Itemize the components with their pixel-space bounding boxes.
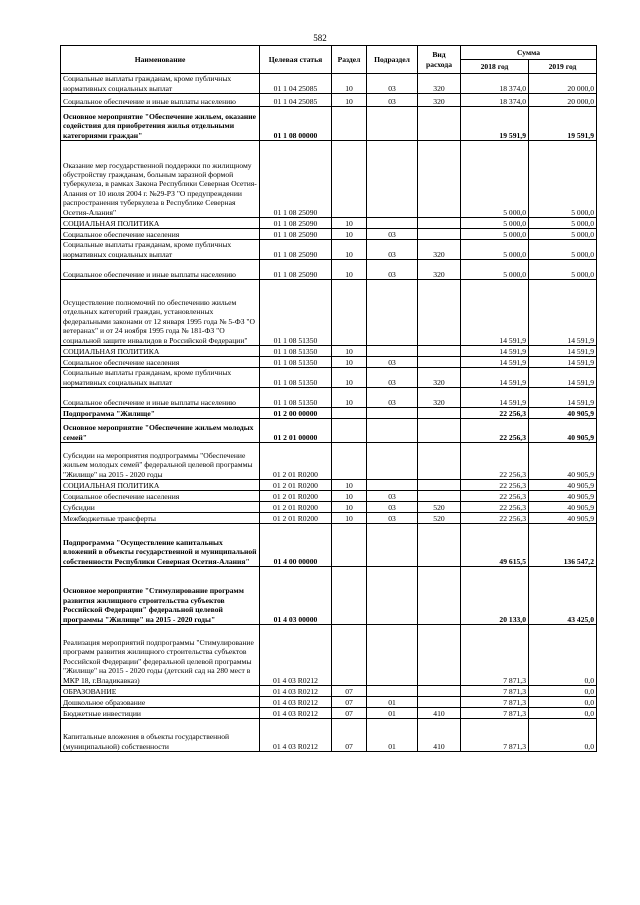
cell-2018: 22 256,3 [461, 419, 529, 443]
cell-subsection: 03 [367, 368, 418, 388]
cell-section [332, 141, 367, 218]
cell-name: Социальное обеспечение и иные выплаты населению [61, 388, 260, 408]
cell-section: 10 [332, 74, 367, 94]
table-row [61, 74, 597, 94]
cell-2018: 7 871,3 [461, 625, 529, 686]
cell-subsection [367, 443, 418, 480]
cell-name: Социальные выплаты гражданам, кроме публичных нормативных социальных выплат [61, 240, 260, 260]
cell-article: 01 4 03 R0212 [260, 686, 332, 697]
cell-expense-type: 320 [418, 388, 461, 408]
cell-name: Бюджетные инвестиции [61, 708, 260, 719]
cell-article: 01 1 08 51350 [260, 357, 332, 368]
header-2018: 2018 год [461, 60, 529, 74]
cell-expense-type [418, 141, 461, 218]
cell-section: 10 [332, 229, 367, 240]
header-sum: Сумма [461, 46, 597, 60]
cell-name: Социальные выплаты гражданам, кроме публичных нормативных социальных выплат [61, 368, 260, 388]
header-name: Наименование [61, 46, 260, 74]
cell-expense-type: 520 [418, 513, 461, 524]
cell-section: 10 [332, 218, 367, 229]
table-row [61, 524, 597, 567]
table-row [61, 240, 597, 260]
cell-expense-type [418, 107, 461, 141]
table-row [61, 491, 597, 502]
cell-article: 01 1 08 51350 [260, 346, 332, 357]
table-row [61, 260, 597, 280]
cell-section: 10 [332, 491, 367, 502]
cell-2019: 0,0 [529, 686, 597, 697]
cell-2018: 18 374,0 [461, 94, 529, 107]
table-row [61, 719, 597, 752]
cell-article: 01 4 03 R0212 [260, 625, 332, 686]
cell-section [332, 567, 367, 625]
cell-subsection: 01 [367, 719, 418, 752]
cell-article: 01 4 03 00000 [260, 567, 332, 625]
cell-2018: 14 591,9 [461, 388, 529, 408]
cell-2018: 5 000,0 [461, 218, 529, 229]
table-row [61, 513, 597, 524]
cell-2019: 43 425,0 [529, 567, 597, 625]
cell-expense-type: 320 [418, 368, 461, 388]
cell-2019: 5 000,0 [529, 240, 597, 260]
cell-2018: 22 256,3 [461, 408, 529, 419]
cell-subsection [367, 567, 418, 625]
cell-expense-type [418, 229, 461, 240]
table-row [61, 94, 597, 107]
cell-2018: 14 591,9 [461, 368, 529, 388]
cell-article: 01 2 01 00000 [260, 419, 332, 443]
cell-subsection [367, 524, 418, 567]
cell-2019: 5 000,0 [529, 229, 597, 240]
cell-2019: 5 000,0 [529, 260, 597, 280]
header-article: Целевая статья [260, 46, 332, 74]
cell-2018: 20 133,0 [461, 567, 529, 625]
cell-2018: 5 000,0 [461, 229, 529, 240]
cell-expense-type [418, 625, 461, 686]
cell-expense-type [418, 697, 461, 708]
cell-name: Реализация мероприятий подпрограммы "Стимулирование программ развития жилищного строительства субъектов Российской Федерации" федеральной целевой программы "Жилище" на 2015 - 2020 годы (детский сад на 280 мест в МКР 18, г.Владикавказ) [61, 625, 260, 686]
cell-subsection: 03 [367, 502, 418, 513]
cell-subsection: 03 [367, 74, 418, 94]
cell-name: Основное мероприятие "Стимулирование программ развития жилищного строительства субъектов Российской Федерации" федеральной целевой программы "Жилище" на 2015 - 2020 годы" [61, 567, 260, 625]
cell-2019: 0,0 [529, 719, 597, 752]
cell-name: Социальное обеспечение населения [61, 491, 260, 502]
cell-name: Социальное обеспечение населения [61, 229, 260, 240]
cell-name: Капитальные вложения в объекты государственной (муниципальной) собственности [61, 719, 260, 752]
table-row [61, 346, 597, 357]
cell-section [332, 280, 367, 346]
cell-expense-type: 320 [418, 260, 461, 280]
cell-expense-type [418, 218, 461, 229]
cell-section [332, 107, 367, 141]
cell-2018: 5 000,0 [461, 260, 529, 280]
cell-section: 07 [332, 697, 367, 708]
cell-2019: 14 591,9 [529, 368, 597, 388]
cell-2019: 40 905,9 [529, 480, 597, 491]
table-row [61, 408, 597, 419]
table-row [61, 229, 597, 240]
cell-2019: 0,0 [529, 625, 597, 686]
cell-2019: 14 591,9 [529, 357, 597, 368]
cell-2019: 40 905,9 [529, 491, 597, 502]
cell-subsection: 03 [367, 94, 418, 107]
cell-section: 10 [332, 357, 367, 368]
table-row [61, 502, 597, 513]
cell-subsection [367, 141, 418, 218]
cell-expense-type [418, 443, 461, 480]
header-subsection: Подраздел [367, 46, 418, 74]
cell-section: 10 [332, 346, 367, 357]
cell-2018: 49 615,5 [461, 524, 529, 567]
cell-section: 10 [332, 480, 367, 491]
cell-expense-type [418, 280, 461, 346]
cell-article: 01 4 00 00000 [260, 524, 332, 567]
cell-2019: 19 591,9 [529, 107, 597, 141]
cell-article: 01 2 01 R0200 [260, 513, 332, 524]
table-row [61, 141, 597, 218]
cell-expense-type [418, 567, 461, 625]
budget-table [60, 45, 597, 752]
cell-2019: 0,0 [529, 708, 597, 719]
cell-section: 10 [332, 94, 367, 107]
cell-article: 01 4 03 R0212 [260, 708, 332, 719]
cell-subsection [367, 480, 418, 491]
cell-name: Осуществление полномочий по обеспечению жильем отдельных категорий граждан, установленных федеральными законами от 12 января 1995 года № 5-ФЗ "О ветеранах" и от 24 ноября 1995 года № 181-ФЗ "О социальной защите инвалидов в Российской Федерации" [61, 280, 260, 346]
cell-expense-type [418, 491, 461, 502]
cell-name: Социальное обеспечение населения [61, 357, 260, 368]
cell-2019: 40 905,9 [529, 443, 597, 480]
table-row [61, 368, 597, 388]
cell-article: 01 1 04 25085 [260, 94, 332, 107]
cell-2018: 19 591,9 [461, 107, 529, 141]
cell-name: СОЦИАЛЬНАЯ ПОЛИТИКА [61, 346, 260, 357]
cell-name: Социальные выплаты гражданам, кроме публичных нормативных социальных выплат [61, 74, 260, 94]
table-row [61, 419, 597, 443]
cell-article: 01 2 01 R0200 [260, 491, 332, 502]
cell-expense-type [418, 419, 461, 443]
cell-section: 10 [332, 388, 367, 408]
cell-name: Подпрограмма "Жилище" [61, 408, 260, 419]
table-row [61, 280, 597, 346]
table-row [61, 686, 597, 697]
cell-2019: 0,0 [529, 697, 597, 708]
cell-name: СОЦИАЛЬНАЯ ПОЛИТИКА [61, 480, 260, 491]
cell-subsection [367, 686, 418, 697]
cell-2018: 22 256,3 [461, 491, 529, 502]
cell-subsection: 01 [367, 697, 418, 708]
cell-article: 01 1 08 51350 [260, 280, 332, 346]
cell-subsection: 03 [367, 357, 418, 368]
cell-2019: 40 905,9 [529, 419, 597, 443]
cell-2018: 7 871,3 [461, 697, 529, 708]
cell-section: 10 [332, 513, 367, 524]
cell-expense-type: 320 [418, 94, 461, 107]
cell-expense-type: 410 [418, 719, 461, 752]
cell-section: 07 [332, 719, 367, 752]
cell-2019: 40 905,9 [529, 502, 597, 513]
table-row [61, 697, 597, 708]
page-number: 582 [313, 33, 327, 43]
cell-article: 01 1 08 25090 [260, 240, 332, 260]
cell-subsection: 03 [367, 513, 418, 524]
cell-name: Основное мероприятие "Обеспечение жильем молодых семей" [61, 419, 260, 443]
cell-article: 01 2 01 R0200 [260, 502, 332, 513]
cell-subsection: 03 [367, 491, 418, 502]
cell-2019: 40 905,9 [529, 408, 597, 419]
cell-2018: 7 871,3 [461, 719, 529, 752]
header-section: Раздел [332, 46, 367, 74]
cell-2018: 14 591,9 [461, 346, 529, 357]
cell-name: Межбюджетные трансферты [61, 513, 260, 524]
cell-expense-type [418, 408, 461, 419]
cell-expense-type [418, 480, 461, 491]
cell-2018: 7 871,3 [461, 686, 529, 697]
cell-2019: 136 547,2 [529, 524, 597, 567]
cell-section [332, 408, 367, 419]
cell-2019: 14 591,9 [529, 280, 597, 346]
table-row [61, 708, 597, 719]
cell-section [332, 625, 367, 686]
cell-section [332, 524, 367, 567]
cell-expense-type: 320 [418, 74, 461, 94]
cell-2018: 7 871,3 [461, 708, 529, 719]
cell-name: ОБРАЗОВАНИЕ [61, 686, 260, 697]
header-expense-type: Вид расхода [418, 46, 461, 74]
cell-2019: 5 000,0 [529, 141, 597, 218]
cell-expense-type: 410 [418, 708, 461, 719]
cell-name: Субсидии [61, 502, 260, 513]
cell-2019: 20 000,0 [529, 74, 597, 94]
cell-section: 10 [332, 240, 367, 260]
cell-2018: 18 374,0 [461, 74, 529, 94]
cell-subsection: 03 [367, 260, 418, 280]
cell-expense-type [418, 524, 461, 567]
table-row [61, 218, 597, 229]
cell-article: 01 4 03 R0212 [260, 719, 332, 752]
cell-subsection [367, 419, 418, 443]
cell-article: 01 1 08 51350 [260, 388, 332, 408]
cell-subsection [367, 107, 418, 141]
cell-name: Субсидии на мероприятия подпрограммы "Обеспечение жильем молодых семей" федеральной целевой программы "Жилище" на 2015 - 2020 годы [61, 443, 260, 480]
cell-name: Основное мероприятие "Обеспечение жильем, оказание содействия для приобретения жилья отдельными категориями граждан" [61, 107, 260, 141]
cell-article: 01 1 08 00000 [260, 107, 332, 141]
cell-name: СОЦИАЛЬНАЯ ПОЛИТИКА [61, 218, 260, 229]
cell-name: Социальное обеспечение и иные выплаты населению [61, 94, 260, 107]
cell-article: 01 2 01 R0200 [260, 443, 332, 480]
cell-subsection [367, 346, 418, 357]
cell-article: 01 1 08 25090 [260, 218, 332, 229]
cell-2019: 14 591,9 [529, 346, 597, 357]
cell-2018: 22 256,3 [461, 513, 529, 524]
header-2019: 2019 год [529, 60, 597, 74]
table-row [61, 625, 597, 686]
cell-expense-type: 320 [418, 240, 461, 260]
cell-section [332, 443, 367, 480]
cell-subsection: 03 [367, 388, 418, 408]
cell-2018: 14 591,9 [461, 280, 529, 346]
table-row [61, 388, 597, 408]
table-row [61, 480, 597, 491]
cell-expense-type: 520 [418, 502, 461, 513]
cell-name: Социальное обеспечение и иные выплаты населению [61, 260, 260, 280]
cell-expense-type [418, 357, 461, 368]
cell-subsection [367, 280, 418, 346]
cell-section: 07 [332, 686, 367, 697]
cell-article: 01 1 08 25090 [260, 141, 332, 218]
table-row [61, 357, 597, 368]
cell-2018: 22 256,3 [461, 443, 529, 480]
cell-subsection [367, 408, 418, 419]
cell-subsection: 01 [367, 708, 418, 719]
cell-subsection: 03 [367, 229, 418, 240]
table-row [61, 443, 597, 480]
table-row [61, 107, 597, 141]
table-row [61, 567, 597, 625]
cell-name: Подпрограмма "Осуществление капитальных вложений в объекты государственной и муниципальной собственности Республики Северная Осетия-Алания" [61, 524, 260, 567]
cell-section: 10 [332, 502, 367, 513]
cell-2018: 22 256,3 [461, 502, 529, 513]
cell-article: 01 2 01 R0200 [260, 480, 332, 491]
cell-name: Оказание мер государственной поддержки по жилищному обустройству гражданам, больным заразной формой туберкулеза, в рамках Закона Республики Северная Осетия-Алания от 10 июля 2004 г. №29-РЗ "О предупреждении распространения туберкулеза в Республике Северная Осетия-Алания" [61, 141, 260, 218]
cell-2018: 22 256,3 [461, 480, 529, 491]
cell-expense-type [418, 346, 461, 357]
cell-2018: 5 000,0 [461, 240, 529, 260]
cell-expense-type [418, 686, 461, 697]
cell-2018: 5 000,0 [461, 141, 529, 218]
cell-section: 10 [332, 368, 367, 388]
cell-section [332, 419, 367, 443]
cell-2019: 40 905,9 [529, 513, 597, 524]
cell-subsection: 03 [367, 240, 418, 260]
cell-2019: 14 591,9 [529, 388, 597, 408]
cell-2019: 20 000,0 [529, 94, 597, 107]
cell-subsection [367, 625, 418, 686]
cell-subsection [367, 218, 418, 229]
cell-2019: 5 000,0 [529, 218, 597, 229]
cell-article: 01 4 03 R0212 [260, 697, 332, 708]
cell-name: Дошкольное образование [61, 697, 260, 708]
cell-article: 01 2 00 00000 [260, 408, 332, 419]
cell-article: 01 1 08 51350 [260, 368, 332, 388]
cell-2018: 14 591,9 [461, 357, 529, 368]
cell-article: 01 1 08 25090 [260, 260, 332, 280]
cell-section: 07 [332, 708, 367, 719]
cell-article: 01 1 08 25090 [260, 229, 332, 240]
cell-section: 10 [332, 260, 367, 280]
cell-article: 01 1 04 25085 [260, 74, 332, 94]
